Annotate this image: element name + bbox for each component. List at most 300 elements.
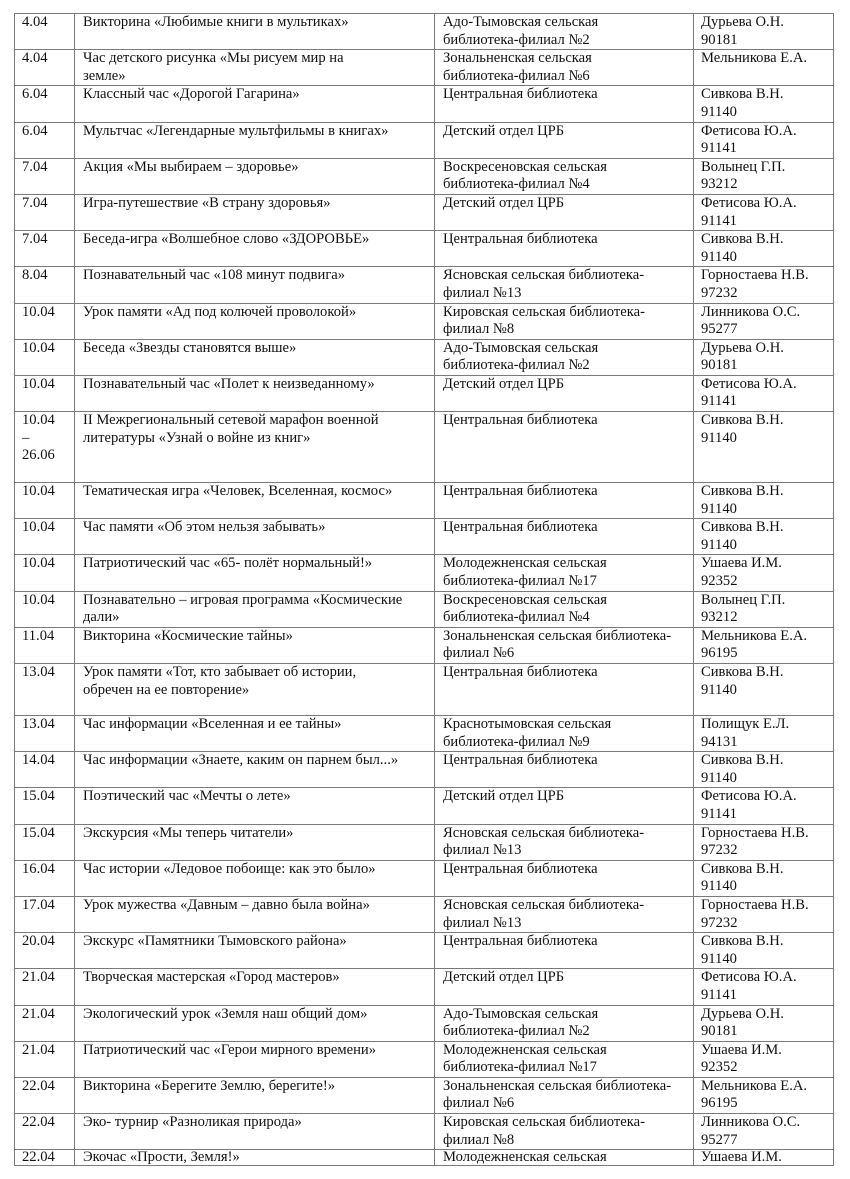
venue-cell bbox=[435, 716, 694, 752]
event-text: Беседа-игра «Волшебное слово «ЗДОРОВЬЕ» bbox=[83, 231, 370, 248]
venue-text: Зональненская сельская bbox=[443, 50, 592, 67]
table-row bbox=[15, 86, 834, 122]
event-cell bbox=[75, 303, 435, 339]
table-row bbox=[15, 14, 834, 50]
responsible-text: 91140 bbox=[701, 536, 737, 553]
responsible-text: Фетисова Ю.А. bbox=[701, 375, 797, 392]
venue-text: филиал №6 bbox=[443, 645, 515, 662]
event-text: Урок памяти «Ад под колючей проволокой» bbox=[83, 303, 357, 320]
date-text: 11.04 bbox=[22, 627, 55, 644]
venue-text: Зональненская сельская библиотека- bbox=[443, 627, 672, 644]
responsible-text: 91140 bbox=[701, 429, 737, 446]
events-schedule-table bbox=[14, 13, 834, 1166]
responsible-cell bbox=[694, 716, 834, 752]
event-text: Познавательный час «108 минут подвига» bbox=[83, 267, 346, 284]
date-cell bbox=[15, 375, 75, 411]
venue-cell bbox=[435, 122, 694, 158]
venue-text: Детский отдел ЦРБ bbox=[443, 194, 565, 211]
responsible-text: Дурьева О.Н. bbox=[701, 14, 784, 30]
responsible-text: Линникова О.С. bbox=[701, 303, 801, 320]
responsible-text: Горностаева Н.В. bbox=[701, 267, 809, 284]
date-cell bbox=[15, 1077, 75, 1113]
responsible-cell bbox=[694, 231, 834, 267]
date-text: 14.04 bbox=[22, 752, 55, 769]
responsible-text: 91141 bbox=[701, 393, 737, 410]
event-cell bbox=[75, 664, 435, 716]
event-cell bbox=[75, 375, 435, 411]
table-row bbox=[15, 303, 834, 339]
responsible-cell bbox=[694, 860, 834, 896]
venue-cell bbox=[435, 591, 694, 627]
event-text: Экскурсия «Мы теперь читатели» bbox=[83, 824, 294, 841]
responsible-cell bbox=[694, 194, 834, 230]
responsible-cell bbox=[694, 627, 834, 663]
date-text: 6.04 bbox=[22, 86, 48, 103]
venue-cell bbox=[435, 194, 694, 230]
date-text: 7.04 bbox=[22, 158, 48, 175]
responsible-text: Горностаева Н.В. bbox=[701, 896, 809, 913]
responsible-text: Мельникова Е.А. bbox=[701, 50, 808, 67]
responsible-text: Сивкова В.Н. bbox=[701, 860, 784, 877]
responsible-text: 91140 bbox=[701, 103, 737, 120]
responsible-cell bbox=[694, 519, 834, 555]
table-row bbox=[15, 664, 834, 716]
table-row bbox=[15, 339, 834, 375]
responsible-text: Сивкова В.Н. bbox=[701, 86, 784, 103]
venue-cell bbox=[435, 412, 694, 483]
date-cell bbox=[15, 267, 75, 303]
responsible-text: 91140 bbox=[701, 950, 737, 967]
venue-text: библиотека-филиал №17 bbox=[443, 573, 597, 590]
venue-text: Центральная библиотека bbox=[443, 933, 598, 950]
date-text: 22.04 bbox=[22, 1077, 55, 1094]
venue-text: Детский отдел ЦРБ bbox=[443, 788, 565, 805]
date-cell bbox=[15, 158, 75, 194]
date-text: 10.04 bbox=[22, 483, 55, 500]
event-text: Урок памяти «Тот, кто забывает об истории, bbox=[83, 664, 357, 680]
table-row bbox=[15, 194, 834, 230]
event-text: Час памяти «Об этом нельзя забывать» bbox=[83, 519, 326, 536]
table-row bbox=[15, 1041, 834, 1077]
date-text: 8.04 bbox=[22, 267, 48, 284]
table-row bbox=[15, 860, 834, 896]
event-cell bbox=[75, 860, 435, 896]
venue-text: Центральная библиотека bbox=[443, 86, 598, 103]
venue-text: Зональненская сельская библиотека- bbox=[443, 1077, 672, 1094]
event-cell bbox=[75, 555, 435, 591]
table-row bbox=[15, 158, 834, 194]
event-text: Час информации «Знаете, каким он парнем был...» bbox=[83, 752, 399, 769]
venue-text: библиотека-филиал №9 bbox=[443, 733, 590, 750]
responsible-cell bbox=[694, 969, 834, 1005]
venue-text: библиотека-филиал №4 bbox=[443, 176, 590, 193]
date-text: 13.04 bbox=[22, 664, 55, 680]
responsible-text: 91141 bbox=[701, 986, 737, 1003]
venue-text: Детский отдел ЦРБ bbox=[443, 122, 565, 139]
event-text: Патриотический час «65- полёт нормальный!» bbox=[83, 555, 373, 572]
responsible-text: Горностаева Н.В. bbox=[701, 824, 809, 841]
venue-text: филиал №8 bbox=[443, 1131, 515, 1148]
event-cell bbox=[75, 969, 435, 1005]
table-row bbox=[15, 483, 834, 519]
event-cell bbox=[75, 231, 435, 267]
event-cell bbox=[75, 716, 435, 752]
venue-cell bbox=[435, 969, 694, 1005]
responsible-cell bbox=[694, 788, 834, 824]
event-cell bbox=[75, 933, 435, 969]
event-cell bbox=[75, 122, 435, 158]
table-row bbox=[15, 375, 834, 411]
venue-text: Детский отдел ЦРБ bbox=[443, 375, 565, 392]
event-cell bbox=[75, 14, 435, 50]
venue-cell bbox=[435, 231, 694, 267]
table-row bbox=[15, 1005, 834, 1041]
responsible-text: Фетисова Ю.А. bbox=[701, 788, 797, 805]
event-text: Познавательно – игровая программа «Космические bbox=[83, 591, 403, 608]
venue-text: библиотека-филиал №2 bbox=[443, 357, 590, 374]
venue-cell bbox=[435, 627, 694, 663]
venue-text: Адо-Тымовская сельская bbox=[443, 14, 599, 30]
date-text: 7.04 bbox=[22, 194, 48, 211]
responsible-text: 97232 bbox=[701, 842, 738, 859]
responsible-text: 95277 bbox=[701, 1131, 738, 1148]
event-text: Творческая мастерская «Город мастеров» bbox=[83, 969, 340, 986]
event-text: Экочас «Прости, Земля!» bbox=[83, 1149, 240, 1166]
table-row bbox=[15, 267, 834, 303]
event-cell bbox=[75, 519, 435, 555]
venue-cell bbox=[435, 50, 694, 86]
venue-text: Ясновская сельская библиотека- bbox=[443, 824, 645, 841]
responsible-text: 91141 bbox=[701, 805, 737, 822]
venue-text: филиал №6 bbox=[443, 1095, 515, 1112]
responsible-cell bbox=[694, 339, 834, 375]
event-text: Викторина «Берегите Землю, берегите!» bbox=[83, 1077, 335, 1094]
event-text: Эко- турнир «Разноликая природа» bbox=[83, 1114, 302, 1131]
event-cell bbox=[75, 1005, 435, 1041]
venue-text: Молодежненская сельская bbox=[443, 1149, 607, 1166]
responsible-text: Ушаева И.М. bbox=[701, 1041, 782, 1058]
event-cell bbox=[75, 896, 435, 932]
venue-cell bbox=[435, 1114, 694, 1150]
responsible-text: Сивкова В.Н. bbox=[701, 231, 784, 248]
event-text: Викторина «Космические тайны» bbox=[83, 627, 293, 644]
date-cell bbox=[15, 860, 75, 896]
responsible-text: 92352 bbox=[701, 573, 738, 590]
table-row bbox=[15, 933, 834, 969]
date-cell bbox=[15, 194, 75, 230]
venue-text: библиотека-филиал №6 bbox=[443, 67, 590, 84]
table-row bbox=[15, 752, 834, 788]
event-text: Викторина «Любимые книги в мультиках» bbox=[83, 14, 349, 30]
date-text: 15.04 bbox=[22, 788, 55, 805]
date-cell bbox=[15, 1005, 75, 1041]
date-text: 26.06 bbox=[22, 447, 55, 464]
date-cell bbox=[15, 933, 75, 969]
event-text: II Межрегиональный сетевой марафон военной bbox=[83, 412, 379, 429]
date-text: 22.04 bbox=[22, 1149, 55, 1166]
event-text: Патриотический час «Герои мирного времени» bbox=[83, 1041, 377, 1058]
date-text: 15.04 bbox=[22, 824, 55, 841]
responsible-cell bbox=[694, 1077, 834, 1113]
event-text: обречен на ее повторение» bbox=[83, 681, 250, 698]
responsible-text: 94131 bbox=[701, 733, 738, 750]
responsible-cell bbox=[694, 1041, 834, 1077]
venue-text: Воскресеновская сельская bbox=[443, 591, 607, 608]
responsible-text: 92352 bbox=[701, 1059, 738, 1076]
responsible-text: Сивкова В.Н. bbox=[701, 664, 784, 680]
table-row bbox=[15, 519, 834, 555]
table-row bbox=[15, 824, 834, 860]
venue-text: библиотека-филиал №4 bbox=[443, 609, 590, 626]
table-row bbox=[15, 1077, 834, 1113]
responsible-cell bbox=[694, 50, 834, 86]
table-row bbox=[15, 50, 834, 86]
responsible-text: Дурьева О.Н. bbox=[701, 339, 784, 356]
date-cell bbox=[15, 969, 75, 1005]
responsible-cell bbox=[694, 267, 834, 303]
responsible-cell bbox=[694, 483, 834, 519]
responsible-cell bbox=[694, 303, 834, 339]
venue-cell bbox=[435, 14, 694, 50]
responsible-text: 97232 bbox=[701, 284, 738, 301]
venue-text: Молодежненская сельская bbox=[443, 555, 607, 572]
responsible-cell bbox=[694, 1114, 834, 1150]
venue-text: Ясновская сельская библиотека- bbox=[443, 267, 645, 284]
table-row bbox=[15, 627, 834, 663]
table-row bbox=[15, 1114, 834, 1150]
venue-text: Краснотымовская сельская bbox=[443, 716, 612, 732]
date-cell bbox=[15, 303, 75, 339]
responsible-text: Ушаева И.М. bbox=[701, 1149, 782, 1166]
venue-text: Молодежненская сельская bbox=[443, 1041, 607, 1058]
responsible-text: 91140 bbox=[701, 248, 737, 265]
date-text: 4.04 bbox=[22, 14, 48, 30]
date-text: 7.04 bbox=[22, 231, 48, 248]
venue-cell bbox=[435, 375, 694, 411]
responsible-cell bbox=[694, 933, 834, 969]
date-text: 13.04 bbox=[22, 716, 55, 732]
responsible-cell bbox=[694, 86, 834, 122]
venue-cell bbox=[435, 752, 694, 788]
venue-text: Центральная библиотека bbox=[443, 519, 598, 536]
responsible-text: 91141 bbox=[701, 212, 737, 229]
venue-cell bbox=[435, 824, 694, 860]
date-text: 10.04 bbox=[22, 555, 55, 572]
venue-text: Центральная библиотека bbox=[443, 752, 598, 769]
responsible-text: Дурьева О.Н. bbox=[701, 1005, 784, 1022]
event-text: Игра-путешествие «В страну здоровья» bbox=[83, 194, 331, 211]
date-text: 17.04 bbox=[22, 896, 55, 913]
date-cell bbox=[15, 86, 75, 122]
responsible-cell bbox=[694, 412, 834, 483]
date-text: 4.04 bbox=[22, 50, 48, 67]
event-text: Классный час «Дорогой Гагарина» bbox=[83, 86, 300, 103]
responsible-text: Волынец Г.П. bbox=[701, 158, 786, 175]
date-cell bbox=[15, 122, 75, 158]
date-text: – bbox=[22, 429, 30, 446]
responsible-text: 97232 bbox=[701, 914, 738, 931]
date-cell bbox=[15, 1041, 75, 1077]
event-cell bbox=[75, 1041, 435, 1077]
venue-cell bbox=[435, 896, 694, 932]
responsible-cell bbox=[694, 591, 834, 627]
responsible-text: Сивкова В.Н. bbox=[701, 933, 784, 950]
responsible-cell bbox=[694, 752, 834, 788]
date-text: 21.04 bbox=[22, 1041, 55, 1058]
date-text: 20.04 bbox=[22, 933, 55, 950]
responsible-text: 90181 bbox=[701, 357, 738, 374]
date-cell bbox=[15, 1150, 75, 1166]
venue-text: библиотека-филиал №2 bbox=[443, 31, 590, 48]
venue-text: филиал №13 bbox=[443, 842, 522, 859]
venue-cell bbox=[435, 339, 694, 375]
table-row bbox=[15, 896, 834, 932]
table-row bbox=[15, 788, 834, 824]
date-text: 22.04 bbox=[22, 1114, 55, 1131]
responsible-cell bbox=[694, 896, 834, 932]
event-cell bbox=[75, 158, 435, 194]
venue-text: Ясновская сельская библиотека- bbox=[443, 896, 645, 913]
responsible-text: Фетисова Ю.А. bbox=[701, 969, 797, 986]
event-cell bbox=[75, 752, 435, 788]
event-text: Беседа «Звезды становятся выше» bbox=[83, 339, 297, 356]
venue-text: Центральная библиотека bbox=[443, 231, 598, 248]
date-cell bbox=[15, 752, 75, 788]
venue-cell bbox=[435, 1041, 694, 1077]
date-text: 10.04 bbox=[22, 519, 55, 536]
venue-cell bbox=[435, 519, 694, 555]
responsible-text: 93212 bbox=[701, 176, 738, 193]
event-text: Тематическая игра «Человек, Вселенная, космос» bbox=[83, 483, 393, 500]
venue-text: филиал №13 bbox=[443, 914, 522, 931]
events-schedule-body bbox=[15, 14, 834, 1166]
date-text: 16.04 bbox=[22, 860, 55, 877]
venue-text: Центральная библиотека bbox=[443, 860, 598, 877]
venue-cell bbox=[435, 158, 694, 194]
responsible-text: Волынец Г.П. bbox=[701, 591, 786, 608]
event-cell bbox=[75, 86, 435, 122]
event-text: Мультчас «Легендарные мультфильмы в книгах» bbox=[83, 122, 389, 139]
event-cell bbox=[75, 788, 435, 824]
venue-text: филиал №8 bbox=[443, 321, 515, 338]
responsible-text: 91140 bbox=[701, 681, 737, 698]
venue-cell bbox=[435, 1077, 694, 1113]
responsible-cell bbox=[694, 375, 834, 411]
responsible-text: Линникова О.С. bbox=[701, 1114, 801, 1131]
event-cell bbox=[75, 412, 435, 483]
date-cell bbox=[15, 591, 75, 627]
table-row bbox=[15, 555, 834, 591]
date-cell bbox=[15, 519, 75, 555]
event-cell bbox=[75, 627, 435, 663]
event-cell bbox=[75, 339, 435, 375]
date-text: 21.04 bbox=[22, 1005, 55, 1022]
date-cell bbox=[15, 664, 75, 716]
venue-cell bbox=[435, 664, 694, 716]
event-text: дали» bbox=[83, 609, 120, 626]
responsible-text: 91140 bbox=[701, 500, 737, 517]
responsible-cell bbox=[694, 1005, 834, 1041]
event-cell bbox=[75, 824, 435, 860]
event-text: Акция «Мы выбираем – здоровье» bbox=[83, 158, 299, 175]
event-text: Экологический урок «Земля наш общий дом» bbox=[83, 1005, 368, 1022]
venue-cell bbox=[435, 1005, 694, 1041]
event-text: Час детского рисунка «Мы рисуем мир на bbox=[83, 50, 344, 67]
date-cell bbox=[15, 231, 75, 267]
date-cell bbox=[15, 824, 75, 860]
venue-cell bbox=[435, 303, 694, 339]
date-text: 10.04 bbox=[22, 591, 55, 608]
venue-text: Центральная библиотека bbox=[443, 664, 598, 680]
event-cell bbox=[75, 1114, 435, 1150]
date-cell bbox=[15, 339, 75, 375]
responsible-cell bbox=[694, 122, 834, 158]
venue-cell bbox=[435, 555, 694, 591]
venue-cell bbox=[435, 933, 694, 969]
date-cell bbox=[15, 555, 75, 591]
date-text: 6.04 bbox=[22, 122, 48, 139]
venue-cell bbox=[435, 483, 694, 519]
event-text: Экскурс «Памятники Тымовского района» bbox=[83, 933, 347, 950]
responsible-cell bbox=[694, 1150, 834, 1166]
responsible-text: Сивкова В.Н. bbox=[701, 752, 784, 769]
venue-text: Центральная библиотека bbox=[443, 483, 598, 500]
venue-text: библиотека-филиал №2 bbox=[443, 1023, 590, 1040]
date-cell bbox=[15, 412, 75, 483]
responsible-text: Ушаева И.М. bbox=[701, 555, 782, 572]
date-cell bbox=[15, 483, 75, 519]
date-cell bbox=[15, 716, 75, 752]
table-row bbox=[15, 969, 834, 1005]
date-cell bbox=[15, 627, 75, 663]
responsible-cell bbox=[694, 824, 834, 860]
event-cell bbox=[75, 194, 435, 230]
date-cell bbox=[15, 788, 75, 824]
event-text: земле» bbox=[83, 67, 126, 84]
responsible-text: Сивкова В.Н. bbox=[701, 483, 784, 500]
responsible-text: 90181 bbox=[701, 1023, 738, 1040]
event-text: литературы «Узнай о войне из книг» bbox=[83, 429, 311, 446]
event-cell bbox=[75, 1077, 435, 1113]
date-cell bbox=[15, 896, 75, 932]
venue-text: Кировская сельская библиотека- bbox=[443, 1114, 645, 1131]
event-cell bbox=[75, 483, 435, 519]
venue-text: Воскресеновская сельская bbox=[443, 158, 607, 175]
venue-cell bbox=[435, 267, 694, 303]
table-row bbox=[15, 716, 834, 752]
responsible-text: 95277 bbox=[701, 321, 738, 338]
event-text: Познавательный час «Полет к неизведанному» bbox=[83, 375, 375, 392]
venue-text: Кировская сельская библиотека- bbox=[443, 303, 645, 320]
responsible-cell bbox=[694, 158, 834, 194]
date-text: 10.04 bbox=[22, 412, 55, 429]
venue-cell bbox=[435, 86, 694, 122]
date-text: 10.04 bbox=[22, 339, 55, 356]
responsible-cell bbox=[694, 555, 834, 591]
responsible-text: Фетисова Ю.А. bbox=[701, 122, 797, 139]
venue-cell bbox=[435, 788, 694, 824]
date-text: 21.04 bbox=[22, 969, 55, 986]
date-cell bbox=[15, 50, 75, 86]
table-row bbox=[15, 1150, 834, 1166]
responsible-text: 96195 bbox=[701, 1095, 738, 1112]
responsible-text: 91140 bbox=[701, 878, 737, 895]
venue-cell bbox=[435, 1150, 694, 1166]
responsible-text: 96195 bbox=[701, 645, 738, 662]
venue-text: Детский отдел ЦРБ bbox=[443, 969, 565, 986]
responsible-text: Фетисова Ю.А. bbox=[701, 194, 797, 211]
venue-text: Центральная библиотека bbox=[443, 412, 598, 429]
